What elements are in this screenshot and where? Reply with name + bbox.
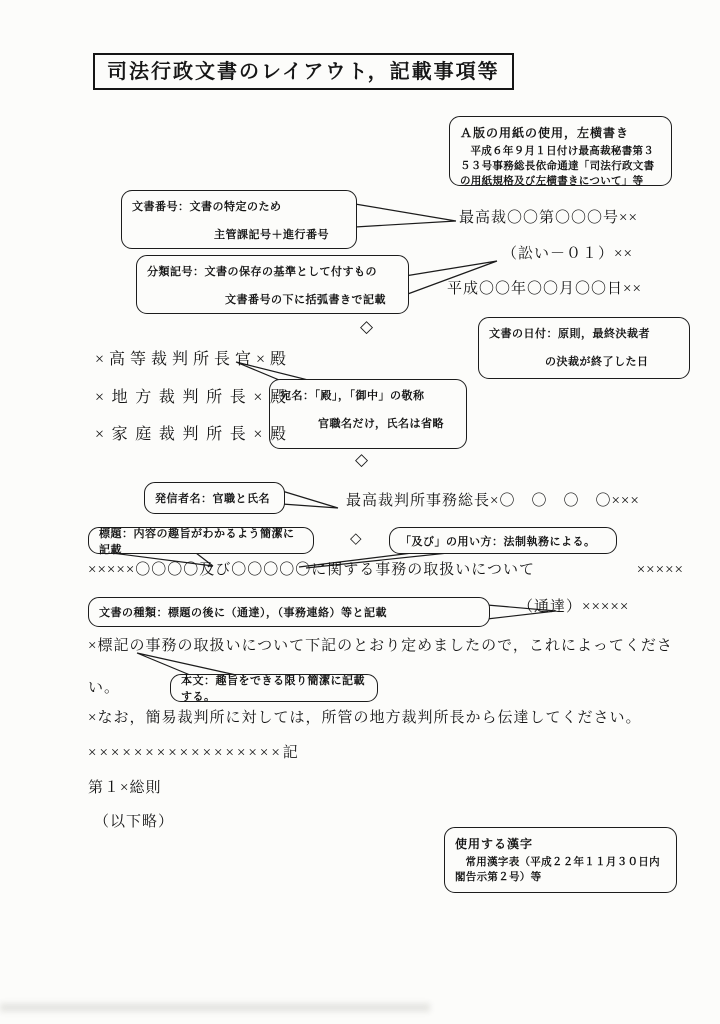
sample-subject-trailing: ×××××: [636, 562, 684, 578]
diamond-separator-2: ◇: [355, 450, 369, 469]
callout-sender: [144, 482, 285, 514]
callout-classification-line2: 文書番号の下に括弧書きで記載: [225, 294, 386, 306]
note-paper-spec-body: 平成６年９月１日付け最高裁秘書第３５３号事務総長依命通達「司法行政文書の用紙規格及び左横書きについて」等: [460, 145, 655, 188]
diamond-separator-3: ◇: [350, 530, 362, 547]
sample-doc-number: 最高裁〇〇第〇〇〇号××: [459, 210, 638, 226]
page-title: 司法行政文書のレイアウト，記載事項等: [93, 53, 514, 90]
sample-body-line1-wrap: い。: [88, 680, 121, 696]
sample-date: 平成〇〇年〇〇月〇〇日××: [447, 281, 642, 297]
callout-doc-date-line1: 文書の日付：原則，最終決裁者: [489, 328, 650, 340]
sample-addressee-3: ×家庭裁判所長×殿: [95, 426, 287, 443]
callout-subject: [88, 527, 314, 554]
callout-classification: [136, 255, 409, 314]
sample-record-marker: ×××××××××××××××××記: [88, 745, 301, 761]
callout-conjunction: [389, 527, 617, 554]
callout-addressee-line2: 官職名だけ，氏名は省略: [318, 418, 445, 430]
callout-main-text: [170, 674, 378, 702]
callout-classification-line1: 分類記号：文書の保存の基準として付すもの: [147, 266, 377, 278]
callout-doc-type: [88, 597, 490, 627]
sample-section-heading: 第１×総則: [88, 780, 162, 796]
note-paper-spec-heading: Ａ版の用紙の使用，左横書き: [460, 126, 630, 140]
note-kanji-usage-body: 常用漢字表（平成２２年１１月３０日内閣告示第２号）等: [455, 856, 660, 884]
note-kanji-usage-heading: 使用する漢字: [455, 837, 534, 851]
sample-classification: （訟い－０１）××: [502, 246, 633, 262]
sample-addressee-1: ×高等裁判所長官×殿: [95, 351, 287, 368]
diamond-separator-1: ◇: [360, 317, 374, 336]
callout-sender-line1: 発信者名：官職と氏名: [155, 493, 270, 505]
sample-doc-type: （通達）×××××: [518, 599, 630, 615]
note-paper-spec: [449, 116, 672, 186]
callout-doc-date: [478, 317, 690, 379]
sample-subject-title: ×××××〇〇〇〇及び〇〇〇〇〇に関する事務の取扱いについて: [88, 562, 535, 578]
sample-addressee-2: ×地方裁判所長×殿: [95, 389, 287, 406]
callout-doc-number-line1: 文書番号：文書の特定のため: [132, 201, 282, 213]
callout-conjunction-line1: 「及び」の用い方：法制執務による。: [400, 535, 596, 548]
callout-doc-date-line2: の決裁が終了した日: [545, 356, 649, 368]
callout-subject-line1: 標題：内容の趣旨がわかるよう簡潔に記載: [99, 527, 295, 556]
sample-body-line1: ×標記の事務の取扱いについて下記のとおり定めましたので，これによってくださ: [88, 638, 673, 654]
callout-main-text-line1: 本文：趣旨をできる限り簡潔に記載する。: [181, 675, 365, 703]
callout-addressee-line1: 宛名：「殿」，「御中」の敬称: [280, 390, 425, 402]
callout-doc-number-line2: 主管課記号＋進行番号: [214, 229, 329, 241]
sample-sender: 最高裁判所事務総長×〇 〇 〇 〇×××: [346, 493, 640, 509]
sample-body-line2: ×なお，簡易裁判所に対しては，所管の地方裁判所長から伝達してください。: [88, 710, 642, 726]
callout-addressee: [269, 379, 467, 449]
sample-omission-note: （以下略）: [94, 814, 175, 830]
note-kanji-usage: [444, 827, 677, 893]
callout-doc-number: [121, 190, 357, 249]
callout-doc-type-line1: 文書の種類：標題の後に（通達），（事務連絡）等と記載: [99, 607, 387, 619]
